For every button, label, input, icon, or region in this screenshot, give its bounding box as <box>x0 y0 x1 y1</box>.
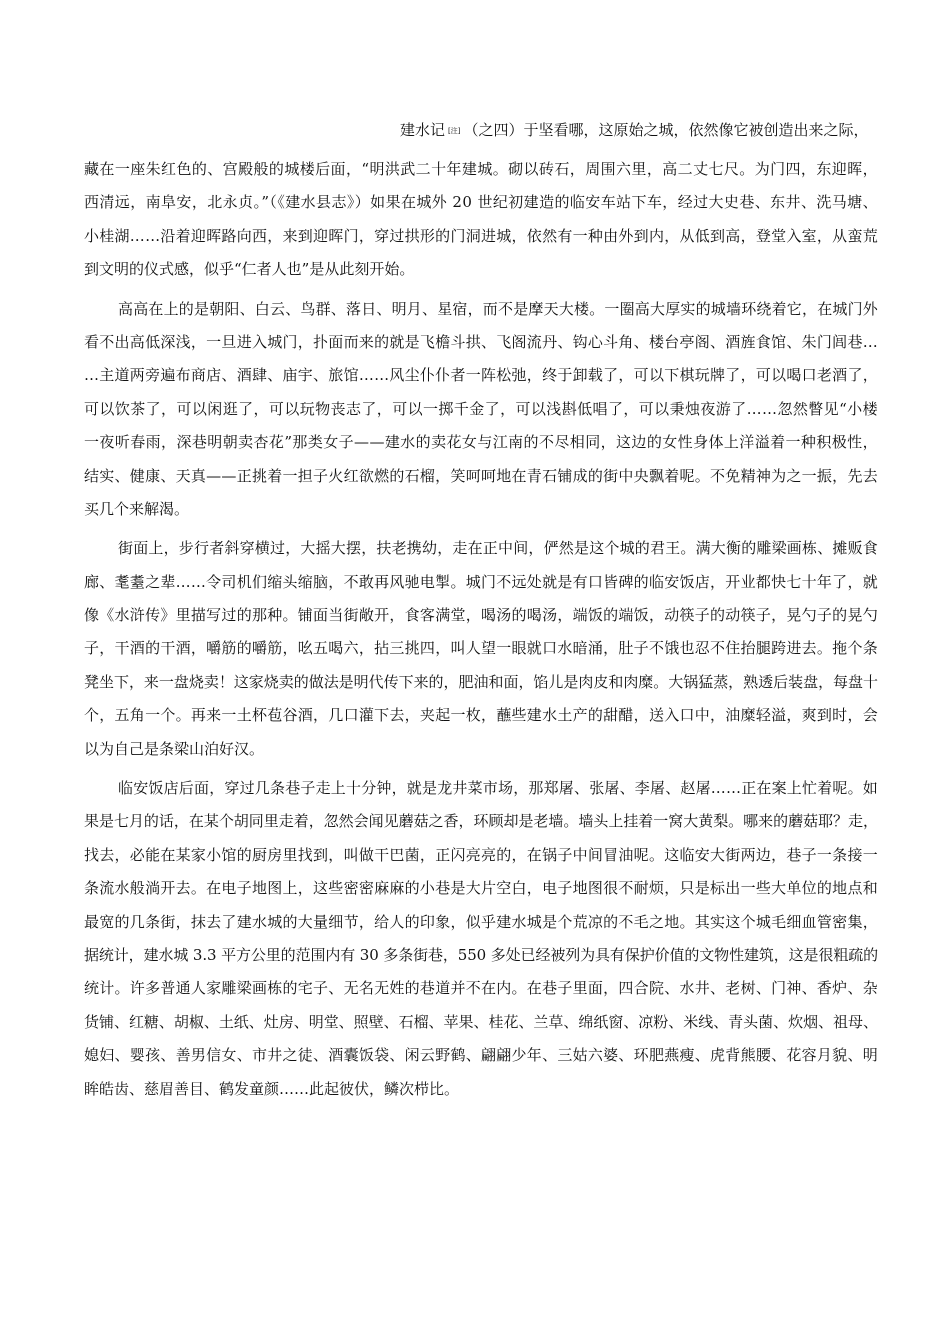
text-line: 结实、健康、天真——正挑着一担子火红欲燃的石榴，笑呵呵地在青石铺成的街中央飘着呢。不免精神为之一振，先去 <box>84 466 878 485</box>
text-line: 西清远，南阜安，北永贞。”（《建水县志》）如果在城外 20 世纪初建造的临安车站下车，经过大史巷、东井、洗马塘、 <box>84 193 878 212</box>
footnote-marker[interactable]: [注] <box>448 127 461 135</box>
text-line: 看不出高低深浅，一旦进入城门，扑面而来的就是飞檐斗拱、飞阁流丹、钩心斗角、楼台亭阁、酒旌食馆、朱门闾巷… <box>84 332 878 351</box>
text-line: 眸皓齿、慈眉善目、鹤发童颜……此起彼伏，鳞次栉比。 <box>84 1079 460 1098</box>
text-line: 条流水般淌开去。在电子地图上，这些密密麻麻的小巷是大片空白，电子地图很不耐烦，只是标出一些大单位的地点和 <box>84 879 878 898</box>
text-line: 藏在一座朱红色的、宫殿般的城楼后面，“明洪武二十年建城。砌以砖石，周围六里，高二丈七尺。为门四，东迎晖， <box>84 160 878 178</box>
text-line: 街面上，步行者斜穿横过，大摇大摆，扶老携幼，走在正中间，俨然是这个城的君王。满大衡的雕梁画栋、摊贩食 <box>118 539 878 558</box>
text-line: 以为自己是条梁山泊好汉。 <box>84 739 265 758</box>
title-line <box>400 119 869 141</box>
text-line: 凳坐下，来一盘烧卖！这家烧卖的做法是明代传下来的，肥油和面，馅儿是肉皮和肉糜。大锅猛蒸，熟透后装盘，每盘十 <box>84 672 878 691</box>
text-line: 子，干酒的干酒，嚼筋的嚼筋，吆五喝六，拈三挑四，叫人望一眼就口水暗涌，肚子不饿也忍不住抬腿跨进去。拖个条 <box>84 639 878 658</box>
text-line: …主道两旁遍布商店、酒肆、庙宇、旅馆……风尘仆仆者一阵松弛，终于卸载了，可以下棋玩牌了，可以喝口老酒了， <box>84 366 878 385</box>
text-line: 到文明的仪式感，似乎“仁者人也”是从此刻开始。 <box>84 260 415 279</box>
text-line: 小桂湖……沿着迎晖路向西，来到迎晖门，穿过拱形的门洞进城，依然有一种由外到内，从低到高，登堂入室，从蛮荒 <box>84 226 878 245</box>
text-line: 统计。许多普通人家雕梁画栋的宅子、无名无姓的巷道并不在内。在巷子里面，四合院、水井、老树、门神、香炉、杂 <box>84 979 878 998</box>
paragraph <box>84 772 878 1106</box>
text-line: 果是七月的话，在某个胡同里走着，忽然会闻见蘑菇之香，环顾却是老墙。墙头上挂着一窝大黄梨。哪来的蘑菇耶？走， <box>84 812 878 831</box>
text-line: 一夜听春雨，深巷明朝卖杏花”那类女子——建水的卖花女与江南的不尽相同，这边的女性身体上洋溢着一种积极性， <box>84 433 878 452</box>
text-line: 可以饮茶了，可以闲逛了，可以玩物丧志了，可以一掷千金了，可以浅斟低唱了，可以秉烛夜游了……忽然瞥见“小楼 <box>84 399 878 418</box>
article-title: 建水记 <box>400 121 446 139</box>
text-line: 货铺、红糖、胡椒、土纸、灶房、明堂、照壁、石榴、苹果、桂花、兰草、绵纸窗、凉粉、米线、青头菌、炊烟、祖母、 <box>84 1012 878 1031</box>
text-line: 找去，必能在某家小馆的厨房里找到，叫做干巴菌，正闪亮亮的，在锅子中间冒油呢。这临安大街两边，巷子一条接一 <box>84 845 878 864</box>
text-line: 个，五角一个。再来一土杯苞谷酒，几口灌下去，夹起一枚，蘸些建水土产的甜醋，送入口中，油糜轻溢，爽到时，会 <box>84 706 878 725</box>
text-line: 像《水浒传》里描写过的那种。铺面当街敞开，食客满堂，喝汤的喝汤，端饭的端饭，动筷子的动筷子，晃勺子的晃勺 <box>84 606 878 625</box>
text-line: 最宽的几条街，抹去了建水城的大量细节，给人的印象，似乎建水城是个荒凉的不毛之地。其实这个城毛细血管密集， <box>84 912 878 931</box>
title-line-text: （之四）于坚看哪，这原始之城，依然像它被创造出来之际， <box>463 121 869 139</box>
text-line: 廊、耄耋之辈……令司机们缩头缩脑，不敢再风驰电掣。城门不远处就是有口皆碑的临安饭店，开业都快七十年了，就 <box>84 572 878 591</box>
article-body <box>84 153 878 1106</box>
text-line: 据统计，建水城 3.3 平方公里的范围内有 30 多条街巷，550 多处已经被列为具有保护价值的文物性建筑，这是很粗疏的 <box>84 945 878 964</box>
paragraph <box>84 532 878 766</box>
text-line: 媳妇、婴孩、善男信女、市井之徒、酒囊饭袋、闲云野鹤、翩翩少年、三姑六婆、环肥燕瘦、虎背熊腰、花容月貌、明 <box>84 1046 878 1065</box>
text-line: 高高在上的是朝阳、白云、鸟群、落日、明月、星宿，而不是摩天大楼。一圈高大厚实的城墙环绕着它，在城门外 <box>118 299 878 318</box>
paragraph <box>84 153 878 287</box>
paragraph <box>84 293 878 527</box>
text-line: 买几个来解渴。 <box>84 499 190 518</box>
text-line: 临安饭店后面，穿过几条巷子走上十分钟，就是龙井菜市场，那郑屠、张屠、李屠、赵屠……正在案上忙着呢。如 <box>118 779 878 798</box>
